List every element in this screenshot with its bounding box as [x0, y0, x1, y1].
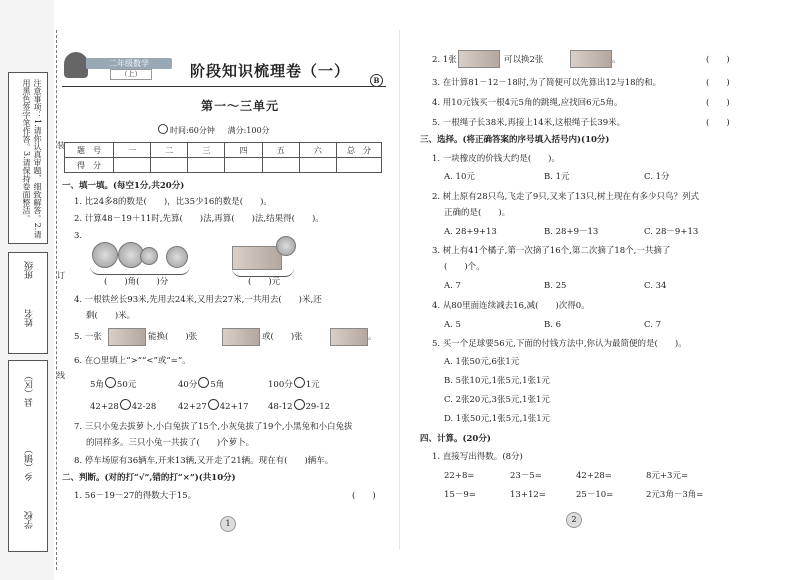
clock-icon — [158, 124, 168, 134]
page-divider — [399, 30, 400, 550]
question-1-3: 3. — [74, 231, 83, 241]
compare-item — [90, 399, 156, 413]
question-1-7b: 的同样多。三只小兔一共拔了( )个萝卜。 — [86, 438, 255, 448]
choice-3-option: A. 7 — [444, 281, 461, 291]
volume-badge: （上） — [110, 69, 152, 80]
choice-4-option: A. 5 — [444, 320, 461, 330]
choice-2-option: B. 28+9－13 — [544, 227, 599, 237]
judge-2a: 2. 1张 — [432, 55, 457, 65]
calc-item: 15－9= — [444, 490, 476, 500]
choice-3-option: C. 34 — [644, 281, 667, 291]
table-cell: 六 — [299, 143, 336, 158]
banknote-icon — [222, 328, 260, 346]
question-1-5d: 。 — [368, 332, 377, 342]
compare-left: 5角 — [90, 380, 104, 390]
coin-icon — [166, 246, 188, 268]
choice-3-option: B. 25 — [544, 281, 567, 291]
header-rule — [62, 86, 386, 87]
page-number-1: 1 — [220, 516, 236, 532]
mascot-icon — [64, 52, 88, 78]
answer-paren[interactable]: ( ) — [706, 118, 730, 128]
question-1-2: 2. 计算48－19＋11时,先算( )法,再算( )法,结果得( )。 — [74, 214, 324, 224]
banknote-icon — [458, 50, 500, 68]
judge-4: 4. 用10元钱买一根4元5角的跳绳,应找回6元5角。 — [432, 98, 623, 108]
judge-5: 5. 一根绳子长38米,再接上14米,这根绳子长39米。 — [432, 118, 626, 128]
compare-right: 50元 — [116, 380, 137, 390]
cut-label-3: 线 — [57, 371, 65, 380]
answer-paren[interactable]: ( ) — [706, 55, 730, 65]
calc-item: 25－10= — [576, 490, 614, 500]
question-1-5a: 5. 一张 — [74, 332, 102, 342]
question-1-4a: 4. 一根铁丝长93米,先用去24米,又用去27米,一共用去( )米,还 — [74, 295, 322, 305]
county-label: 县（区） — [25, 371, 35, 407]
choice-2-option: C. 28－9+13 — [644, 227, 699, 237]
score-cell[interactable] — [225, 158, 262, 173]
compare-left: 42+28 — [90, 402, 119, 412]
compare-left: 48-12 — [268, 402, 293, 412]
coin-icon — [276, 236, 296, 256]
compare-circle[interactable] — [105, 377, 116, 388]
table-cell: 三 — [188, 143, 225, 158]
choice-5-option: B. 5张10元,1张5元,1张1元 — [444, 376, 550, 386]
compare-item — [268, 377, 320, 391]
cut-line — [56, 30, 57, 570]
table-row — [65, 158, 382, 173]
banknote-icon — [570, 50, 612, 68]
question-1-6: 6. 在○里填上“>”“<”或“=”。 — [74, 356, 191, 366]
choice-2a: 2. 树上原有28只鸟,飞走了9只,又来了13只,树上现在有多少只鸟？列式 — [432, 192, 699, 202]
choice-3a: 3. 树上有41个橘子,第一次摘了16个,第二次摘了18个,一共摘了 — [432, 246, 671, 256]
question-1-5c: 或( )张 — [262, 332, 303, 342]
table-row — [65, 143, 382, 158]
banknote-icon — [232, 246, 282, 270]
choice-4-option: B. 6 — [544, 320, 562, 330]
judge-3: 3. 在计算81－12－18时,为了简便可以先算出12与18的和。 — [432, 78, 662, 88]
score-cell[interactable] — [299, 158, 336, 173]
calc-item: 42+28= — [576, 471, 612, 481]
compare-left: 100分 — [268, 380, 293, 390]
score-cell[interactable] — [114, 158, 151, 173]
coin-icon — [92, 242, 118, 268]
calc-item: 2元3角－3角= — [646, 490, 704, 500]
compare-circle[interactable] — [198, 377, 209, 388]
score-cell[interactable] — [337, 158, 382, 173]
compare-right: 42-28 — [131, 402, 157, 412]
table-cell: 五 — [262, 143, 299, 158]
brace-line — [90, 266, 190, 275]
choice-1: 1. 一块橡皮的价钱大约是( )。 — [432, 154, 560, 164]
choice-4: 4. 从80里面连续减去16,减( )次得0。 — [432, 301, 590, 311]
compare-left: 42+27 — [178, 402, 207, 412]
grade-badge: 二年级数学 — [86, 58, 172, 69]
compare-item — [268, 399, 330, 413]
calc-item: 22+8= — [444, 471, 475, 481]
section-4-heading: 四、计算。(20分) — [420, 434, 491, 444]
q3-answer-coins: ( )角( )分 — [104, 277, 169, 287]
calc-1: 1. 直接写出得数。(8分) — [432, 452, 523, 462]
name-label: 姓名 — [25, 309, 35, 327]
full-score: 满分:100分 — [227, 126, 270, 135]
table-cell: 题 号 — [65, 143, 114, 158]
class-name-box — [8, 252, 48, 354]
compare-item — [178, 377, 224, 391]
choice-1-option: C. 1分 — [644, 172, 670, 182]
banknote-icon — [108, 328, 146, 346]
compare-left: 40分 — [178, 380, 198, 390]
cut-label-1: 装 — [57, 141, 65, 150]
table-cell: 二 — [151, 143, 188, 158]
question-1-7a: 7. 三只小兔去拔萝卜,小白兔拔了15个,小灰兔拔了19个,小黑兔和小白兔拔 — [74, 422, 353, 432]
compare-circle[interactable] — [120, 399, 131, 410]
unit-title: 第一～三单元 — [200, 99, 279, 113]
choice-5: 5. 买一个足球要56元,下面的付钱方法中,你认为最简便的是( )。 — [432, 339, 687, 349]
strip-note-2: 注意事项：1.请你认真审题，细致解答。2.请用黑色签字笔作答。3.请保持卷面整洁。 — [22, 79, 42, 239]
question-1-1: 1. 比24多8的数是( )，比35少16的数是( )。 — [74, 197, 272, 207]
question-1-8: 8. 停车场原有36辆车,开来13辆,又开走了21辆。现在有( )辆车。 — [74, 456, 334, 466]
section-2-heading: 二、判断。(对的打“√”,错的打“×”)(共10分) — [62, 473, 236, 483]
judge-2c: 。 — [612, 55, 621, 65]
score-cell[interactable] — [151, 158, 188, 173]
calc-item: 8元+3元= — [646, 471, 689, 481]
answer-paren[interactable]: ( ) — [706, 78, 730, 88]
choice-2b: 正确的是( )。 — [444, 208, 511, 218]
choice-5-option: A. 1张50元,6张1元 — [444, 357, 520, 367]
town-label: 乡（镇） — [25, 445, 35, 481]
q3-answer-notes: ( )元 — [248, 277, 281, 287]
school-label: 学校 — [25, 511, 35, 529]
time-limit: 时间:60分钟 — [170, 126, 215, 135]
page-title: 阶段知识梳理卷（一） — [190, 62, 351, 80]
compare-item — [178, 399, 249, 413]
compare-right: 42+17 — [219, 402, 249, 412]
compare-circle[interactable] — [294, 377, 305, 388]
answer-paren[interactable]: ( ) — [352, 491, 376, 501]
section-1-heading: 一、填一填。(每空1分,共20分) — [62, 181, 185, 191]
choice-1-option: A. 10元 — [444, 172, 475, 182]
version-badge: B — [370, 74, 383, 87]
judge-2b: 可以换2张 — [504, 55, 544, 65]
answer-paren[interactable]: ( ) — [706, 98, 730, 108]
calc-item: 23－5= — [510, 471, 542, 481]
compare-right: 1元 — [305, 380, 320, 390]
cut-label-2: 订 — [57, 271, 65, 280]
choice-3b: ( )个。 — [444, 262, 485, 272]
notes-box — [8, 72, 48, 244]
score-cell[interactable] — [262, 158, 299, 173]
page-number-2: 2 — [566, 512, 582, 528]
compare-circle[interactable] — [294, 399, 305, 410]
choice-2-option: A. 28+9+13 — [444, 227, 497, 237]
school-box — [8, 360, 48, 552]
banknote-icon — [330, 328, 368, 346]
choice-5-option: D. 1张50元,1张5元,1张1元 — [444, 414, 551, 424]
class-label: 班级 — [25, 261, 35, 279]
score-table — [64, 142, 382, 173]
compare-item — [90, 377, 136, 391]
section-3-heading: 三、选择。(将正确答案的序号填入括号内)(10分) — [420, 135, 610, 145]
coin-icon — [140, 247, 158, 265]
compare-right: 5角 — [210, 380, 225, 390]
compare-right: 29-12 — [305, 402, 331, 412]
judge-1: 1. 56－19－27的得数大于15。 — [74, 491, 197, 501]
score-cell[interactable] — [188, 158, 225, 173]
table-cell: 四 — [225, 143, 262, 158]
compare-circle[interactable] — [208, 399, 219, 410]
table-cell: 一 — [114, 143, 151, 158]
table-cell: 总 分 — [337, 143, 382, 158]
exam-meta — [158, 124, 358, 136]
question-1-4b: 剩( )米。 — [86, 311, 136, 321]
choice-5-option: C. 2张20元,3张5元,1张1元 — [444, 395, 550, 405]
choice-4-option: C. 7 — [644, 320, 662, 330]
choice-1-option: B. 1元 — [544, 172, 570, 182]
question-1-5b: 能换( )张 — [148, 332, 198, 342]
calc-item: 13+12= — [510, 490, 546, 500]
table-cell: 得 分 — [65, 158, 114, 173]
